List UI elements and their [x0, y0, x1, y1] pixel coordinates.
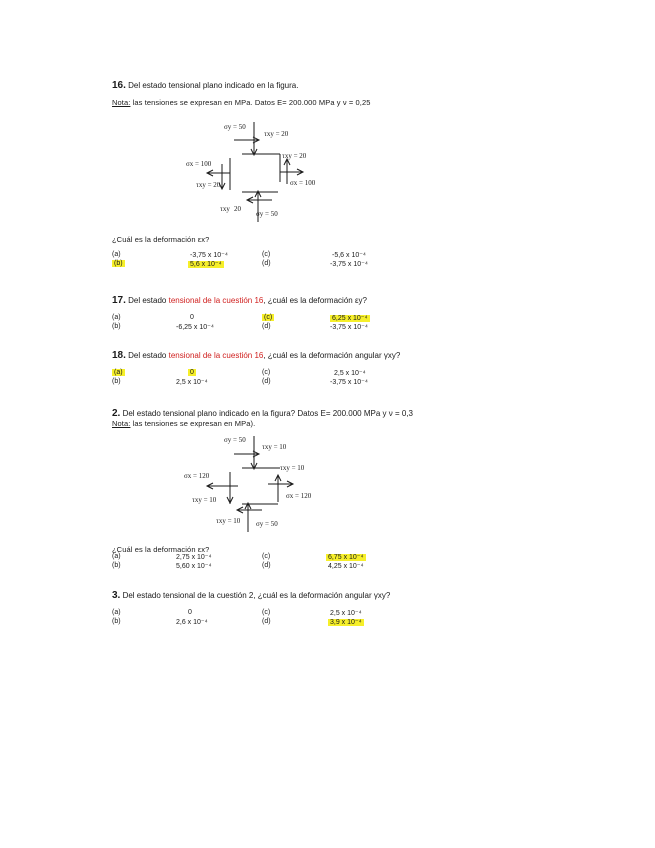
- q16-question: ¿Cuál es la deformación εx?: [112, 235, 210, 244]
- q2-label-txy-top: τxy = 10: [262, 443, 287, 451]
- q3-option-d-value: [328, 618, 364, 626]
- q16-label-sx-right: σx = 100: [290, 179, 316, 187]
- q17-text-post: , ¿cuál es la deformación εy?: [263, 296, 367, 305]
- q2-option-b-value: 5,60 x 10⁻⁴: [176, 563, 212, 570]
- q16-text: Del estado tensional plano indicado en la figura.: [125, 81, 299, 90]
- q3-option-b-value: 2,6 x 10⁻⁴: [176, 619, 208, 626]
- q2-option-c-value-text: 6,75 x 10⁻⁴: [328, 554, 364, 561]
- q17-heading: [112, 295, 367, 306]
- q16-label-txy-bot: τxy: [220, 205, 230, 213]
- q3-text: Del estado tensional de la cuestión 2, ¿cuál es la deformación angular γxy?: [120, 591, 391, 600]
- q18-option-a-letter: (a): [114, 369, 123, 376]
- q18-text-red: tensional de la cuestión 16: [168, 351, 264, 360]
- q3-option-c-value: 2,5 x 10⁻⁴: [330, 610, 362, 617]
- q3-heading: [112, 590, 390, 601]
- q18-option-c[interactable]: (c): [262, 369, 271, 376]
- q16-option-b[interactable]: [112, 260, 125, 267]
- q2-label-sy-bot: σy = 50: [256, 520, 278, 528]
- q3-option-a[interactable]: (a): [112, 609, 121, 616]
- q2-text: Del estado tensional plano indicado en la figura? Datos E= 200.000 MPa y ν = 0,3: [120, 409, 413, 418]
- q2-option-a-value: 2,75 x 10⁻⁴: [176, 554, 212, 561]
- q2-label-txy-right: τxy = 10: [280, 464, 305, 472]
- q16-label-sx-left: σx = 100: [186, 160, 212, 168]
- q17-option-c-letter: (c): [264, 314, 273, 321]
- q3-number: 3.: [112, 590, 121, 601]
- q16-nota-label: Nota:: [112, 98, 131, 107]
- q16-number: 16.: [112, 80, 126, 91]
- q2-option-c[interactable]: (c): [262, 553, 271, 560]
- q2-number: 2.: [112, 408, 121, 419]
- q16-label-sy-bot: σy = 50: [256, 210, 278, 218]
- q3-option-d[interactable]: (d): [262, 618, 271, 625]
- q2-nota-text: las tensiones se expresan en MPa).: [130, 419, 256, 428]
- q18-option-b[interactable]: (b): [112, 378, 121, 385]
- q3-option-b[interactable]: (b): [112, 618, 121, 625]
- q2-option-c-value: [326, 553, 366, 561]
- q17-option-d[interactable]: (d): [262, 323, 271, 330]
- q2-label-txy-bot: τxy = 10: [216, 517, 241, 525]
- q16-nota: [112, 98, 371, 107]
- q18-option-b-value: 2,5 x 10⁻⁴: [176, 379, 208, 386]
- q18-option-c-value: 2,5 x 10⁻⁴: [334, 370, 366, 377]
- q3-option-c[interactable]: (c): [262, 609, 271, 616]
- q2-label-sy-top: σy = 50: [224, 436, 246, 444]
- q2-label-sx-left: σx = 120: [184, 472, 210, 480]
- q2-option-d[interactable]: (d): [262, 562, 271, 569]
- q17-text-red: tensional de la cuestión 16: [168, 296, 264, 305]
- q2-stress-diagram: [182, 432, 342, 542]
- q18-heading: [112, 350, 400, 361]
- q18-option-d-value: -3,75 x 10⁻⁴: [330, 379, 368, 386]
- q17-option-c-value: [330, 314, 370, 322]
- q18-text-pre: Del estado: [125, 351, 169, 360]
- q2-option-b[interactable]: (b): [112, 562, 121, 569]
- q3-option-a-value: 0: [188, 609, 192, 616]
- q16-label-txy-right: τxy = 20: [282, 152, 307, 160]
- q16-option-a-letter: (a): [112, 251, 121, 258]
- q18-option-d[interactable]: (d): [262, 378, 271, 385]
- q17-option-a-value: 0: [190, 314, 194, 321]
- q2-option-d-value: 4,25 x 10⁻⁴: [328, 563, 364, 570]
- q16-label-txy-bot-val: 20: [234, 205, 241, 213]
- q2-nota-label: Nota:: [112, 419, 131, 428]
- q16-option-d[interactable]: (d): [262, 260, 271, 267]
- q16-label-txy-top: τxy = 20: [264, 130, 289, 138]
- q18-option-a-value-text: 0: [190, 369, 194, 376]
- q16-option-d-value: -3,75 x 10⁻⁴: [330, 261, 368, 268]
- q18-option-a[interactable]: [112, 369, 125, 376]
- q16-option-c[interactable]: (c): [262, 251, 271, 258]
- q16-heading: [112, 80, 298, 91]
- q2-heading: [112, 408, 413, 419]
- q3-option-d-value-text: 3,9 x 10⁻⁴: [330, 619, 362, 626]
- q16-nota-text: las tensiones se expresan en MPa. Datos E= 200.000 MPa y ν = 0,25: [130, 98, 371, 107]
- q16-option-b-value-text: 5,6 x 10⁻⁴: [190, 261, 222, 268]
- q2-question: ¿Cuál es la deformación εx?: [112, 545, 210, 554]
- q17-text-pre: Del estado: [125, 296, 169, 305]
- q2-option-a[interactable]: (a): [112, 553, 121, 560]
- q17-option-b[interactable]: (b): [112, 323, 121, 330]
- q16-label-txy-left: τxy = 20: [196, 181, 221, 189]
- q18-number: 18.: [112, 350, 126, 361]
- q17-option-c-value-text: 6,25 x 10⁻⁴: [332, 315, 368, 322]
- q16-stress-diagram: [182, 118, 342, 228]
- q16-option-a[interactable]: [112, 251, 121, 258]
- q16-label-sy-top: σy = 50: [224, 123, 246, 131]
- q2-label-txy-left: τxy = 10: [192, 496, 217, 504]
- q2-label-sx-right: σx = 120: [286, 492, 312, 500]
- q18-text-post: , ¿cuál es la deformación angular γxy?: [263, 351, 401, 360]
- q16-option-b-value: [188, 260, 224, 268]
- q16-option-b-letter: (b): [114, 260, 123, 267]
- q16-option-a-value: -3,75 x 10⁻⁴: [190, 252, 228, 259]
- q17-option-a[interactable]: (a): [112, 314, 121, 321]
- q17-number: 17.: [112, 295, 126, 306]
- q18-option-a-value: [188, 369, 196, 376]
- q2-nota: [112, 419, 255, 428]
- q17-option-b-value: -6,25 x 10⁻⁴: [176, 324, 214, 331]
- q17-option-d-value: -3,75 x 10⁻⁴: [330, 324, 368, 331]
- q16-option-c-value: -5,6 x 10⁻⁴: [332, 252, 366, 259]
- q17-option-c[interactable]: [262, 314, 274, 321]
